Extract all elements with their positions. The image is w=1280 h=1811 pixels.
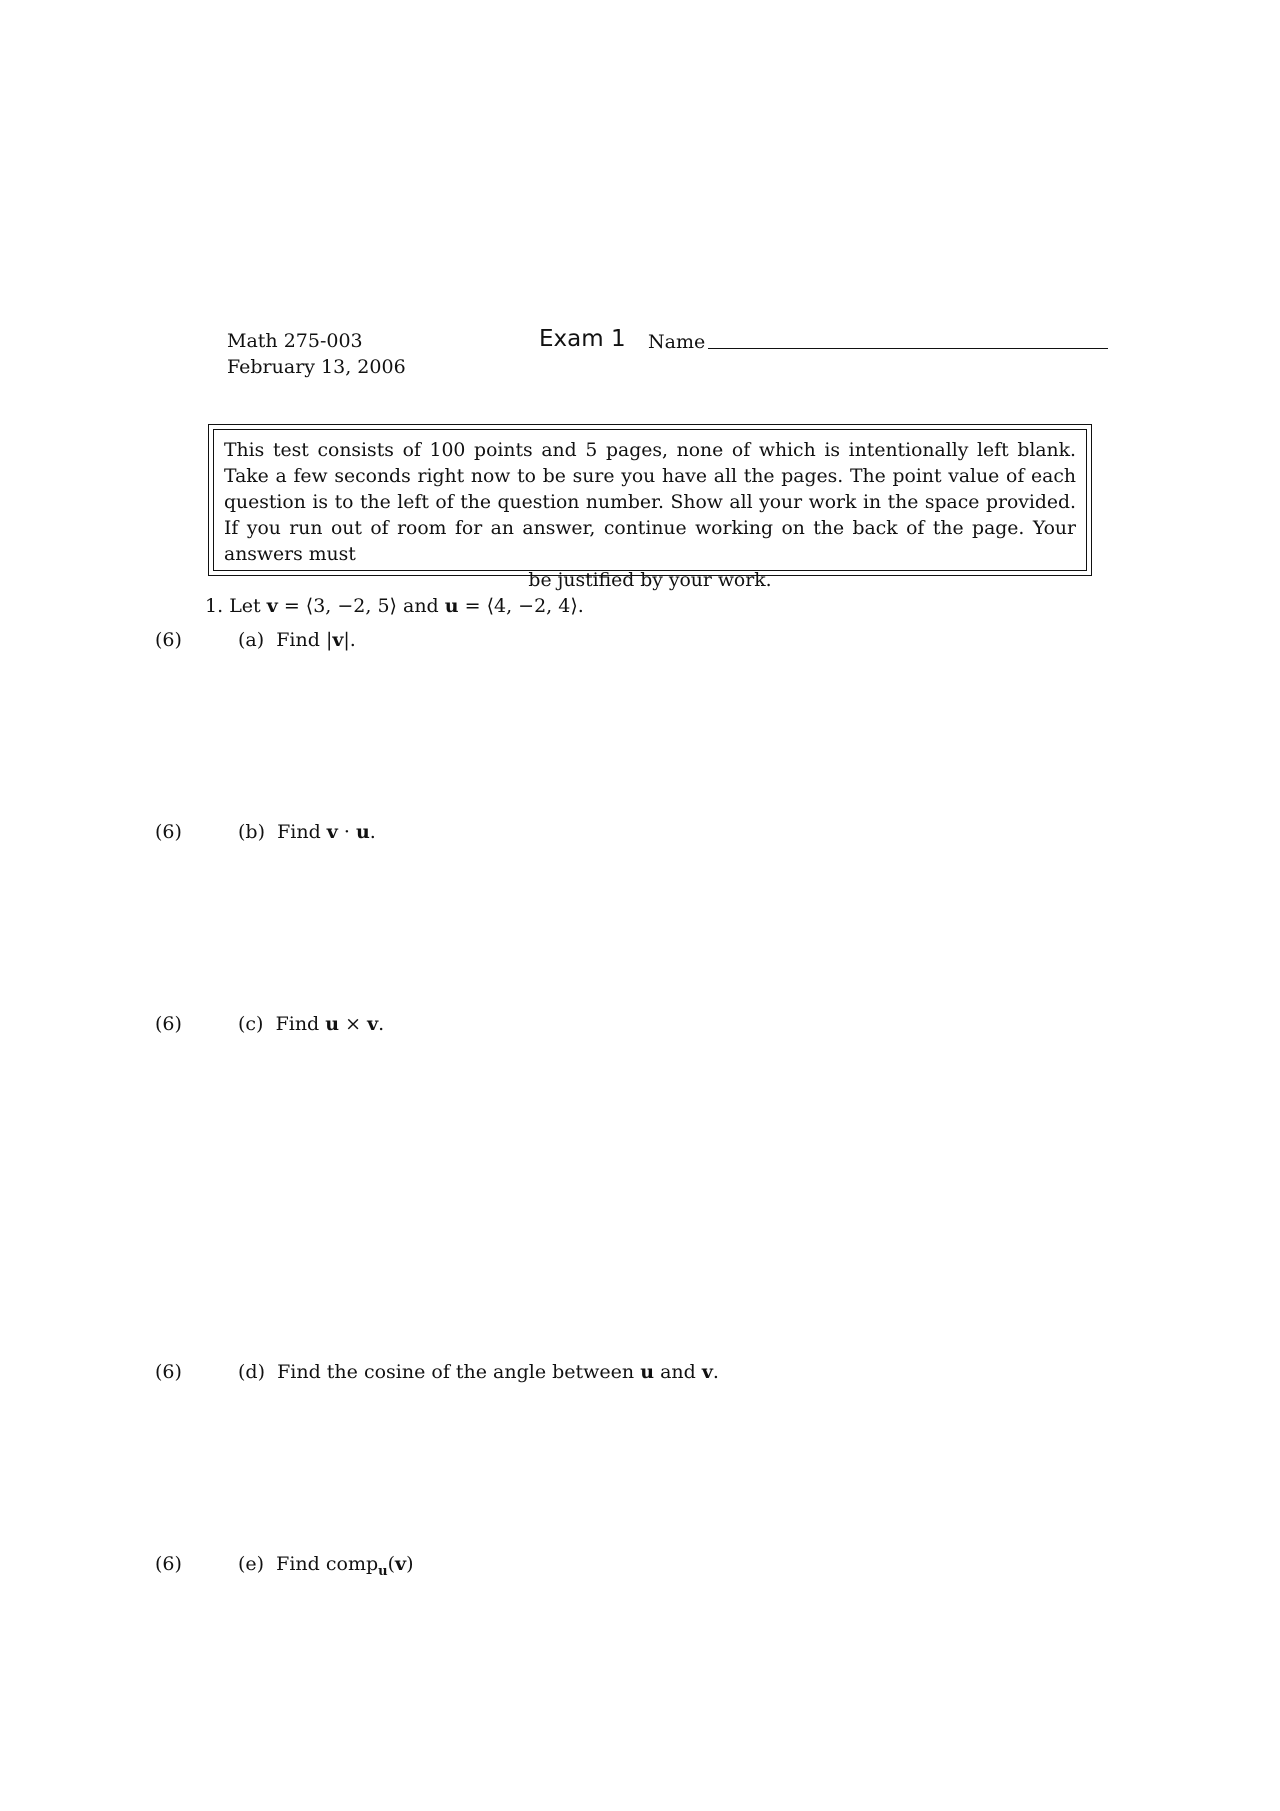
instructions-text: This test consists of 100 points and 5 pages, none of which is intentionally left blank. Take a few seconds right now to be sure you have all the pages. The point value of each question is to the left of the question number. Show all your work in the space provided. If you run out of room for an answer, continue working on the back of the page. Your answers must	[224, 440, 1076, 565]
points-part-d: (6)	[155, 1361, 182, 1383]
part-d-text: Find the cosine of the angle between u and v.	[277, 1361, 719, 1383]
part-e-text: Find comp$_u$(v)	[276, 1553, 414, 1579]
question-1-text: Let v = ⟨3, −2, 5⟩ and u = ⟨4, −2, 4⟩.	[229, 595, 584, 617]
points-part-b: (6)	[155, 821, 182, 843]
part-a	[238, 627, 356, 653]
instructions-last-line: be justified by your work.	[528, 570, 772, 591]
question-1-intro	[205, 593, 584, 619]
part-b-label: (b)	[238, 821, 265, 843]
course-number: Math 275-003	[227, 330, 363, 352]
part-a-label: (a)	[238, 629, 265, 651]
points-part-c: (6)	[155, 1013, 182, 1035]
name-label: Name	[648, 331, 706, 353]
part-d	[238, 1359, 719, 1385]
part-b	[238, 819, 376, 845]
question-number: 1.	[205, 595, 224, 617]
part-e-label: (e)	[238, 1553, 265, 1575]
instructions-box-inner	[213, 429, 1087, 591]
name-field-line[interactable]	[708, 348, 1108, 349]
exam-date: February 13, 2006	[227, 356, 406, 378]
instructions-box	[208, 424, 1092, 591]
part-a-text: Find |v|.	[276, 629, 356, 651]
part-c-label: (c)	[238, 1013, 264, 1035]
part-b-text: Find v · u.	[277, 821, 376, 843]
points-part-a: (6)	[155, 629, 182, 651]
points-part-e: (6)	[155, 1553, 182, 1575]
part-c-text: Find u × v.	[275, 1013, 385, 1035]
part-e	[238, 1551, 413, 1585]
part-c	[238, 1011, 384, 1037]
exam-title: Exam 1	[539, 326, 626, 352]
part-d-label: (d)	[238, 1361, 265, 1383]
